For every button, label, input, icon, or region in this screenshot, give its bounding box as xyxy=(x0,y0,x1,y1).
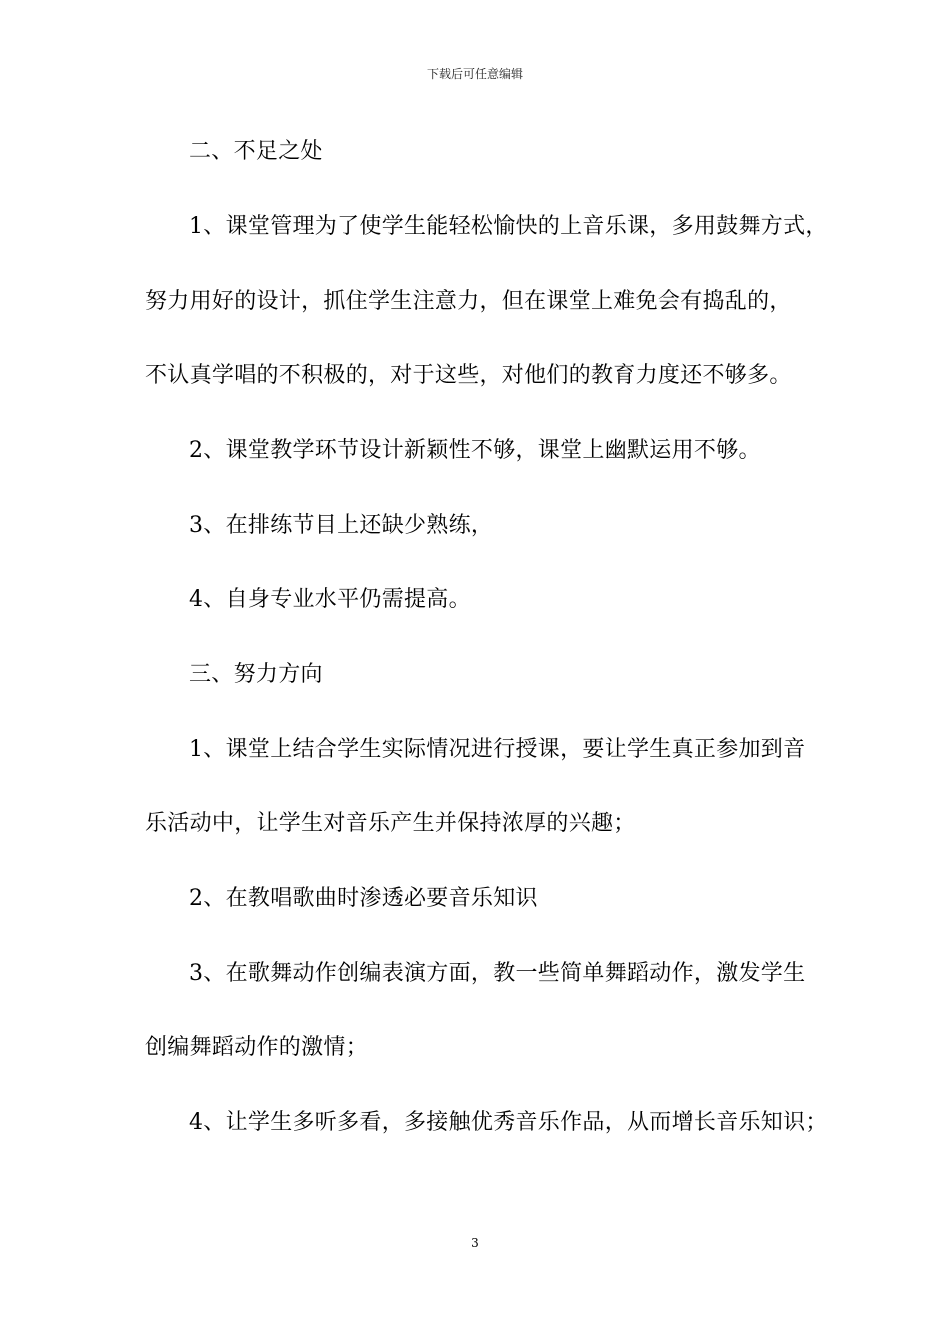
paragraph-line: 1、课堂管理为了使学生能轻松愉快的上音乐课，多用鼓舞方式， xyxy=(189,214,828,239)
paragraph-line: 2、课堂教学环节设计新颖性不够，课堂上幽默运用不够。 xyxy=(189,438,761,463)
page-number: 3 xyxy=(471,1236,479,1250)
paragraph-line: 4、让学生多听多看，多接触优秀音乐作品，从而增长音乐知识； xyxy=(189,1110,828,1135)
section-heading: 二、不足之处 xyxy=(189,139,323,164)
paragraph-line: 1、课堂上结合学生实际情况进行授课，要让学生真正参加到音 xyxy=(189,737,806,762)
paragraph-line: 不认真学唱的不积极的，对于这些，对他们的教育力度还不够多。 xyxy=(145,363,792,388)
page-header: 下载后可任意编辑 xyxy=(426,67,523,81)
paragraph-line: 2、在教唱歌曲时渗透必要音乐知识 xyxy=(189,886,538,911)
paragraph-line: 3、在歌舞动作创编表演方面，教一些简单舞蹈动作，激发学生 xyxy=(189,961,806,986)
paragraph-line: 3、在排练节目上还缺少熟练， xyxy=(189,513,494,538)
paragraph-line: 4、自身专业水平仍需提高。 xyxy=(189,587,471,612)
section-heading: 三、努力方向 xyxy=(189,662,323,687)
paragraph-line: 乐活动中，让学生对音乐产生并保持浓厚的兴趣； xyxy=(145,811,636,836)
paragraph-line: 努力用好的设计，抓住学生注意力，但在课堂上难免会有捣乱的， xyxy=(145,289,792,314)
paragraph-line: 创编舞蹈动作的激情； xyxy=(145,1035,369,1060)
